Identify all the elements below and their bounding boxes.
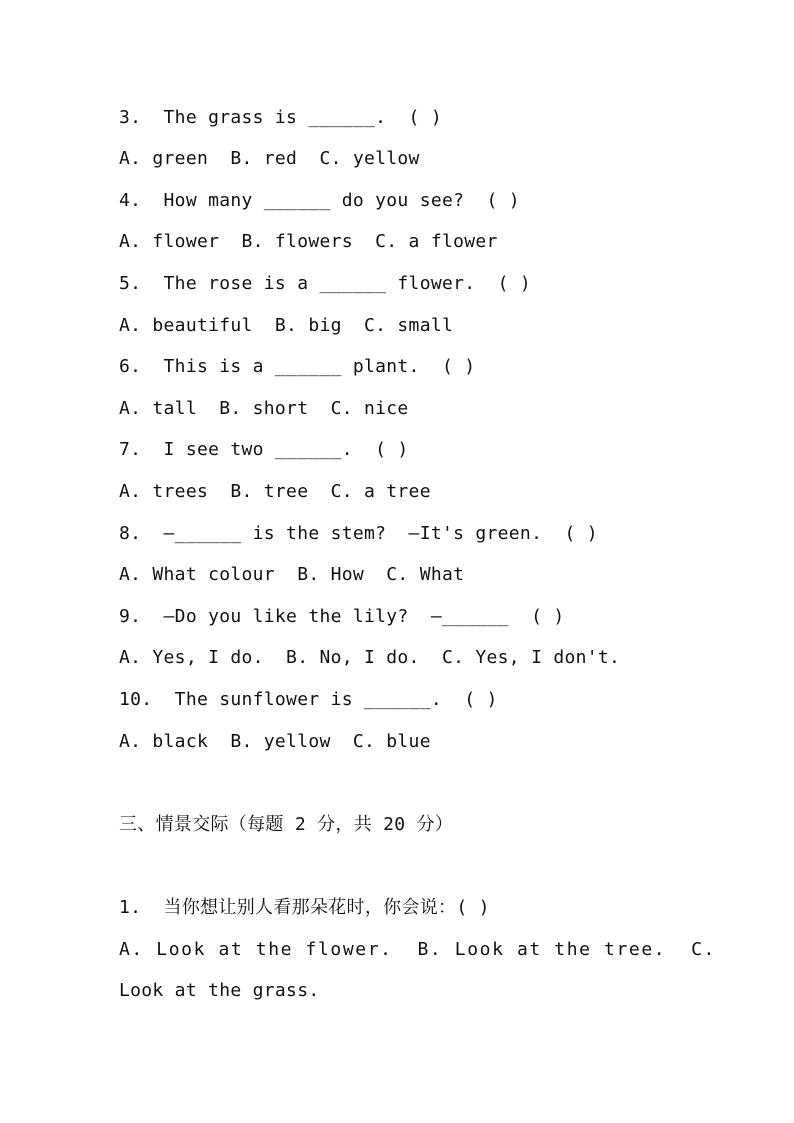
question-4-stem: 4. How many ______ do you see? ( ): [119, 190, 520, 211]
section-3-question-1-stem: 1. 当你想让别人看那朵花时，你会说：( ): [119, 897, 490, 918]
question-7-stem: 7. I see two ______. ( ): [119, 439, 409, 460]
question-4-options: A. flower B. flowers C. a flower: [119, 231, 498, 252]
question-8-stem: 8. —______ is the stem? —It's green. ( ): [119, 523, 598, 544]
question-10-stem: 10. The sunflower is ______. ( ): [119, 689, 498, 710]
question-3-stem: 3. The grass is ______. ( ): [119, 107, 442, 128]
question-7-options: A. trees B. tree C. a tree: [119, 481, 431, 502]
section-3-heading: 三、情景交际（每题 2 分，共 20 分）: [119, 814, 454, 835]
section-3-question-1-options: A. Look at the flower. B. Look at the tree. C.: [119, 939, 716, 960]
question-6-stem: 6. This is a ______ plant. ( ): [119, 356, 476, 377]
question-9-stem: 9. —Do you like the lily? —______ ( ): [119, 606, 565, 627]
question-3-options: A. green B. red C. yellow: [119, 148, 420, 169]
question-9-options: A. Yes, I do. B. No, I do. C. Yes, I don't.: [119, 647, 621, 668]
question-8-options: A. What colour B. How C. What: [119, 564, 465, 585]
question-10-options: A. black B. yellow C. blue: [119, 731, 431, 752]
question-6-options: A. tall B. short C. nice: [119, 398, 409, 419]
question-5-options: A. beautiful B. big C. small: [119, 315, 454, 336]
section-3-question-1-options-continued: Look at the grass.: [119, 980, 320, 1001]
question-5-stem: 5. The rose is a ______ flower. ( ): [119, 273, 532, 294]
